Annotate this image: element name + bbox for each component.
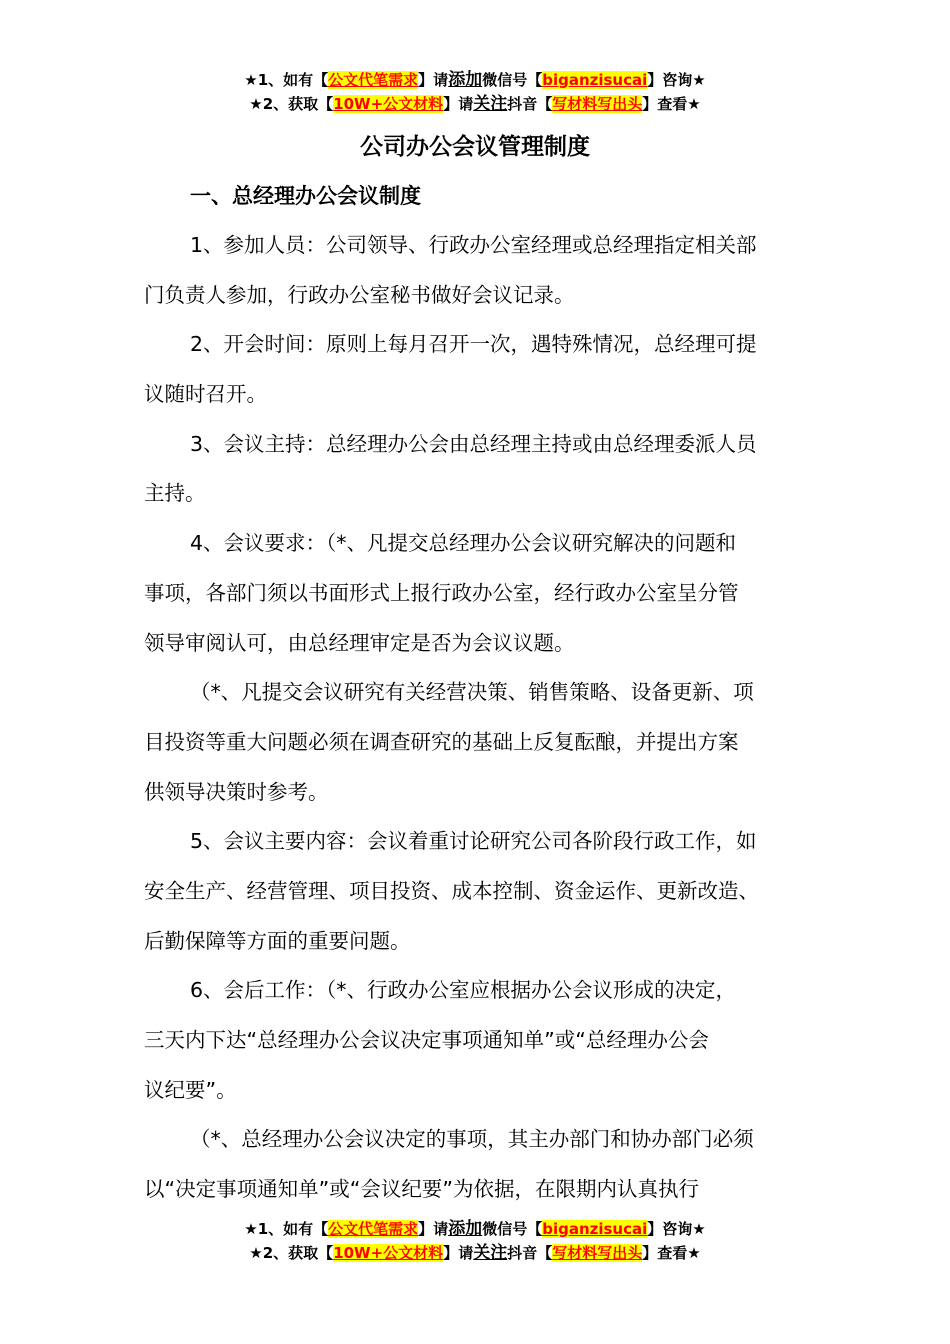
text-line: 目投资等重大问题必须在调查研究的基础上反复酝酿，并提出方案 xyxy=(144,729,739,754)
text-line: 2、开会时间：原则上每月召开一次，遇特殊情况，总经理可提 xyxy=(190,332,757,357)
banner-text: 微信号【 xyxy=(482,71,543,89)
banner-text: ★1、如有【 xyxy=(244,1220,329,1238)
text-line: 1、参加人员：公司领导、行政办公室经理或总经理指定相关部 xyxy=(190,233,757,257)
text-line: 议纪要”。 xyxy=(144,1077,237,1102)
text-line: 4、会议要求：（*、凡提交总经理办公会议研究解决的问题和 xyxy=(190,531,737,556)
banner-text: ★2、获取【 xyxy=(249,1244,334,1262)
text-line: 事项，各部门须以书面形式上报行政办公室，经行政办公室呈分管 xyxy=(144,580,739,605)
banner-line-2 xyxy=(0,1241,950,1265)
text-line: 以“决定事项通知单”或“会议纪要”为依据，在限期内认真执行 xyxy=(144,1177,699,1202)
banner-text: 抖音【 xyxy=(507,1244,553,1262)
text-line: 3、会议主持：总经理办公会由总经理主持或由总经理委派人员 xyxy=(190,431,757,456)
text-line: 5、会议主要内容：会议着重讨论研究公司各阶段行政工作，如 xyxy=(190,829,757,854)
text-line: 供领导决策时参考。 xyxy=(144,779,329,804)
banner-emphasis: 关注 xyxy=(473,94,508,114)
text-line: （*、凡提交会议研究有关经营决策、销售策略、设备更新、项 xyxy=(190,680,754,705)
banner-text: ★2、获取【 xyxy=(249,95,334,113)
banner-highlight: 10W+公文材料 xyxy=(333,1244,444,1262)
text-line: 领导审阅认可，由总经理审定是否为会议议题。 xyxy=(144,630,575,655)
banner-text: 】查看★ xyxy=(642,1244,701,1262)
banner-emphasis: 添加 xyxy=(448,1219,483,1239)
text-line: 议随时召开。 xyxy=(144,382,267,407)
banner-highlight: 10W+公文材料 xyxy=(333,95,444,113)
banner-highlight: biganzisucai xyxy=(542,71,648,89)
section-heading: 一、总经理办公会议制度 xyxy=(190,184,421,208)
banner-highlight: 公文代笔需求 xyxy=(328,1220,419,1238)
text-line: 后勤保障等方面的重要问题。 xyxy=(144,928,411,953)
banner-emphasis: 关注 xyxy=(473,1243,508,1263)
document-body xyxy=(144,222,824,1216)
banner-line-1 xyxy=(0,1217,950,1241)
banner-highlight: biganzisucai xyxy=(542,1220,648,1238)
banner-highlight: 写材料写出头 xyxy=(552,1244,643,1262)
banner-text: 】咨询★ xyxy=(647,1220,706,1238)
text-line: 三天内下达“总经理办公会议决定事项通知单”或“总经理办公会 xyxy=(144,1028,709,1052)
text-line: 安全生产、经营管理、项目投资、成本控制、资金运作、更新改造、 xyxy=(144,878,759,903)
top-banner xyxy=(0,68,950,116)
banner-text: 】请 xyxy=(443,1244,474,1262)
banner-text: 】咨询★ xyxy=(647,71,706,89)
page-title: 公司办公会议管理制度 xyxy=(360,134,590,160)
banner-highlight: 写材料写出头 xyxy=(552,95,643,113)
text-line: 门负责人参加，行政办公室秘书做好会议记录。 xyxy=(144,282,575,307)
banner-text: 】请 xyxy=(418,1220,449,1238)
banner-line-2 xyxy=(0,92,950,116)
banner-text: 】查看★ xyxy=(642,95,701,113)
banner-text: 】请 xyxy=(418,71,449,89)
text-line: 6、会后工作：（*、行政办公室应根据办公会议形成的决定， xyxy=(190,978,737,1003)
banner-highlight: 公文代笔需求 xyxy=(328,71,419,89)
banner-emphasis: 添加 xyxy=(448,70,483,90)
banner-line-1 xyxy=(0,68,950,92)
text-line: （*、总经理办公会议决定的事项，其主办部门和协办部门必须 xyxy=(190,1127,754,1152)
banner-text: 微信号【 xyxy=(482,1220,543,1238)
text-line: 主持。 xyxy=(144,481,206,506)
banner-text: 抖音【 xyxy=(507,95,553,113)
banner-text: ★1、如有【 xyxy=(244,71,329,89)
banner-text: 】请 xyxy=(443,95,474,113)
bottom-banner xyxy=(0,1217,950,1265)
